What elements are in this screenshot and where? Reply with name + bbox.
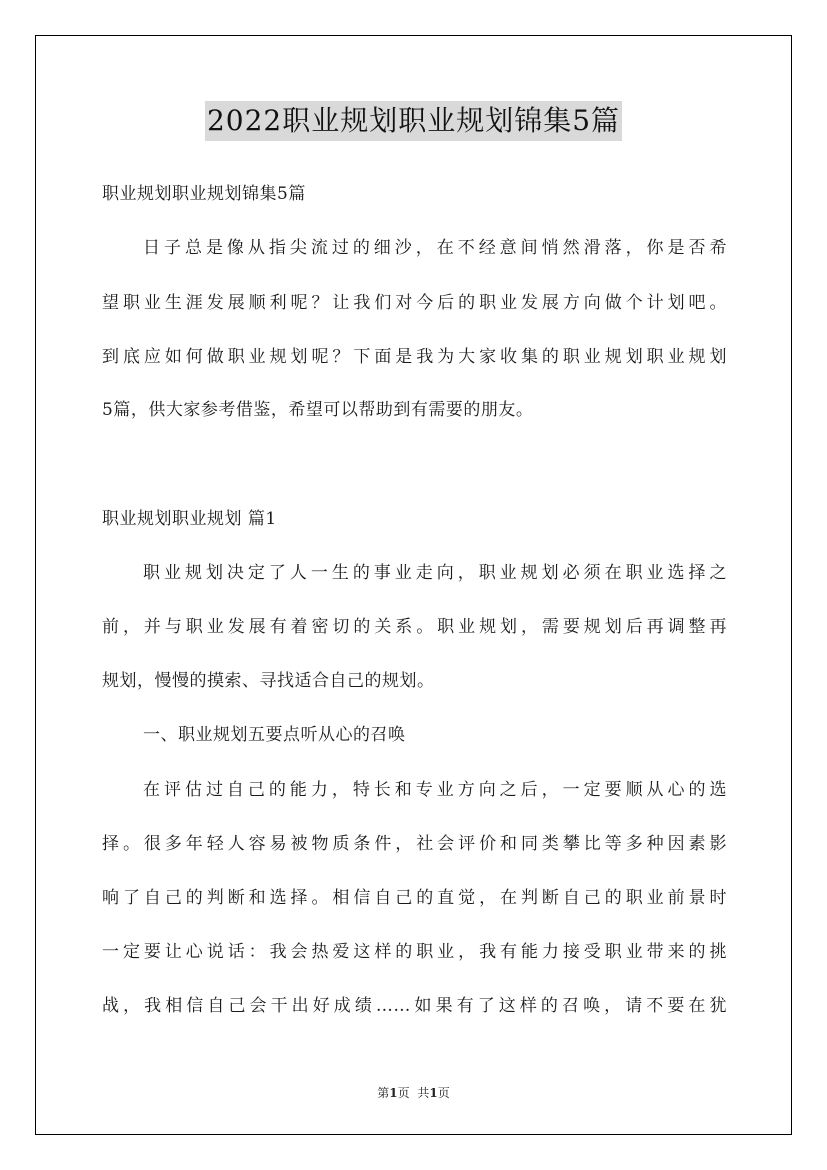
para2-line-1: 在评估过自己的能力，特长和专业方向之后，一定要顺从心的选 (143, 780, 727, 800)
intro-line-3: 到底应如何做职业规划呢？下面是我为大家收集的职业规划职业规划 (102, 347, 727, 367)
page-number: 1 (389, 1086, 398, 1100)
intro-line-4: 5篇，供大家参考借鉴，希望可以帮助到有需要的朋友。 (102, 400, 534, 420)
para2-line-2: 择。很多年轻人容易被物质条件，社会评价和同类攀比等多种因素影 (102, 834, 727, 854)
para1-line-3: 规划，慢慢的摸索、寻找适合自己的规划。 (102, 671, 435, 691)
intro-line-2: 望职业生涯发展顺利呢？让我们对今后的职业发展方向做个计划吧。 (102, 293, 727, 313)
document-title: 2022职业规划职业规划锦集5篇 (205, 101, 622, 141)
para2-line-3: 响了自己的判断和选择。相信自己的直觉，在判断自己的职业前景时 (102, 888, 727, 908)
page-prefix: 第 (377, 1086, 390, 1100)
para2-line-5: 战，我相信自己会干出好成绩……如果有了这样的召唤，请不要在犹 (102, 996, 727, 1016)
total-suffix: 页 (437, 1086, 450, 1100)
section-heading: 职业规划职业规划 篇1 (102, 509, 277, 529)
subtitle: 职业规划职业规划锦集5篇 (102, 184, 306, 204)
total-prefix: 共 (417, 1086, 430, 1100)
point-heading: 一、职业规划五要点听从心的召唤 (143, 725, 406, 745)
para1-line-1: 职业规划决定了人一生的事业走向，职业规划必须在职业选择之 (143, 563, 727, 583)
para2-line-4: 一定要让心说话：我会热爱这样的职业，我有能力接受职业带来的挑 (102, 942, 727, 962)
intro-line-1: 日子总是像从指尖流过的细沙，在不经意间悄然滑落，你是否希 (143, 238, 727, 258)
total-pages: 1 (429, 1086, 438, 1100)
para1-line-2: 前，并与职业发展有着密切的关系。职业规划，需要规划后再调整再 (102, 617, 727, 637)
title-wrap (0, 101, 827, 141)
page-footer (0, 1084, 827, 1101)
page-suffix: 页 (397, 1086, 410, 1100)
